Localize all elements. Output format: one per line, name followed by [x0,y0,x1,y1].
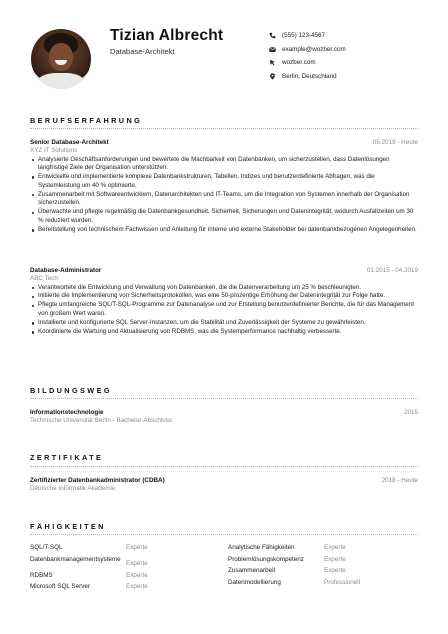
bullet-item: Verantwortete die Entwicklung und Verwaltung von Datenbanken, die die Datenverarbeitung um 25 % beschleunigten. [30,284,418,293]
skill-level: Experte [324,544,346,551]
skill-name: Problemlösungskompetenz [228,555,304,563]
experience-entry [30,139,418,235]
degree-title: Informationstechnologie [30,409,104,416]
location-pin-icon [268,72,276,80]
skill-item [228,556,418,565]
phone-icon [268,32,276,40]
contact-location [268,70,438,84]
skills-column-right [228,544,418,591]
skill-name: Datenmodellierung [228,579,281,587]
section-title-education: BILDUNGSWEG [30,386,112,395]
contact-email-text[interactable]: example@wozber.com [282,45,346,53]
skill-name: Datenbankmanagementsysteme [30,555,121,563]
section-title-experience: BERUFSERFAHRUNG [30,116,143,125]
job-bullets [30,156,418,235]
section-divider [30,398,418,399]
education-date: 2015 [403,409,418,416]
skill-level: Experte [324,567,346,575]
bullet-item: Installierte und konfigurierte SQL Server-Instanzen, um die Stabilität und Zuverlässigkeit der Systeme zu gewährleisten. [30,319,418,328]
mail-icon [268,45,276,53]
job-title: Database-Administrator [30,267,102,274]
certificate-entry [30,477,418,492]
bullet-item: Zusammenarbeit mit Softwareentwicklern, Datenarchitekten und IT-Teams, um die Integration von Systemen innerhalb der Organisation sicherzustellen. [30,191,418,208]
skill-name: SQL/T-SQL [30,544,63,551]
skill-level: Professionell [324,579,361,587]
experience-entry [30,267,418,337]
contact-website[interactable] [268,56,438,70]
certificate-date: 2018 - Heute [381,477,418,484]
profile-photo [31,29,91,89]
link-icon [268,59,276,67]
contact-phone-text: (555) 123-4567 [282,32,326,40]
skill-item [30,583,220,592]
skill-name: Zusammenarbeit [228,567,276,575]
company-name: ABC Tech [30,274,58,282]
skills-column-left [30,544,220,595]
skill-item [228,579,418,588]
skill-item [30,556,220,569]
skill-item [228,567,418,576]
skill-item [30,572,220,581]
resume-header [0,0,448,110]
contact-list [268,29,438,83]
person-role: Database-Architekt [110,47,175,56]
institution-name: Technische Universität Berlin - Bachelor-Abschluss [30,416,173,424]
skill-level: Experte [126,559,148,567]
skill-level: Experte [126,571,148,579]
contact-website-text[interactable]: wozber.com [282,59,316,67]
job-date: 01.2015 - 04.2019 [366,267,418,274]
contact-email[interactable] [268,43,438,57]
person-name: Tizian Albrecht [110,27,224,44]
bullet-item: Analysierte Geschäftsanforderungen und bewertete die Machbarkeit von Datenbanken, um sicherzustellen, dass Datenlösungen langfristige Ziele der Organisation unterstützen. [30,156,418,173]
skill-item [30,544,220,553]
contact-location-text: Berlin, Deutschland [282,72,337,80]
section-title-skills: FÄHIGKEITEN [30,522,106,531]
contact-phone [268,29,438,43]
bullet-item: Bereitstellung von technischem Fachwissen und Anleitung für interne und externe Stakeholder bei datenbankbezogenen Angelegenheiten. [30,226,418,235]
bullet-item: Initiierte die Implementierung von Sicherheitsprotokollen, was eine 50-prozentige Erhöhung der Datenintegrität zur Folge hatte. [30,292,418,301]
skill-level: Experte [324,555,346,563]
skill-level: Experte [126,544,148,551]
certificate-title: Zertifizierter Datenbankadministrator (CDBA) [30,477,165,484]
section-divider [30,466,418,467]
skill-name: Analytische Fähigkeiten [228,544,295,551]
section-title-certificates: ZERTIFIKATE [30,453,104,462]
job-date: 05.2019 - Heute [372,139,418,146]
bullet-item: Überwachte und pflegte regelmäßig die Datenbankgesundheit, Sicherheit, Sicherungen und Datenintegrität, wodurch Ausfallzeiten um 30 % reduziert wurden. [30,208,418,225]
company-name: XYZ IT Solutions [30,146,78,154]
bullet-item: Koordinierte die Wartung und Aktualisierung von RDBMS, was die Systemperformance nachhaltig verbesserte. [30,328,418,337]
skill-name: Microsoft SQL Server [30,583,90,591]
job-title: Senior Database-Architekt [30,139,109,146]
bullet-item: Entwickelte und implementierte komplexe Datenbankstrukturen, Tabellen, Indizes und benutzerdefinierte Abfragen, was die Systemleistung um 40 % optimierte. [30,173,418,190]
job-bullets [30,284,418,337]
skill-level: Experte [126,583,148,591]
skill-item [228,544,418,553]
bullet-item: Pflegte umfangreiche SQL/T-SQL-Programme zur Datenanalyse und zur Erstellung benutzerdefinierter Berichte, die für das Management von großem Wert waren. [30,301,418,318]
education-entry [30,409,418,424]
section-divider [30,128,418,129]
section-divider [30,534,418,535]
certificate-issuer: Deutsche Informatik Akademie [30,484,116,492]
skill-name: RDBMS [30,571,53,579]
